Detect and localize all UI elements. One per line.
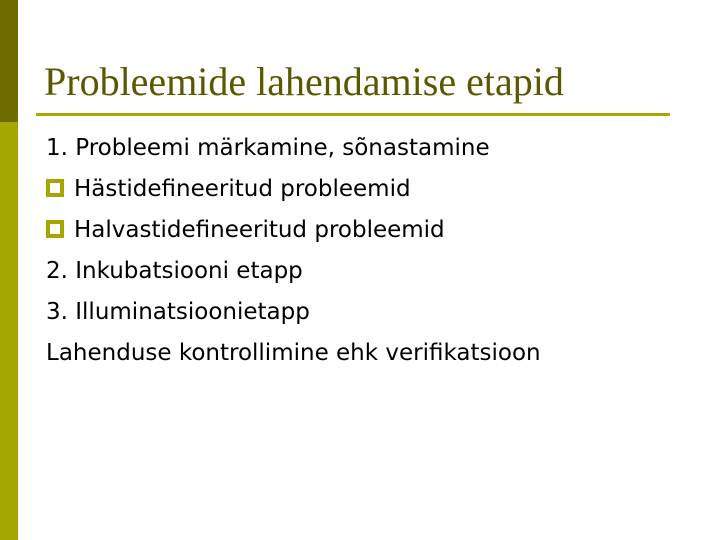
list-item-text: Hästidefineeritud probleemid [74,176,411,202]
sidebar-accent-bottom [0,122,18,540]
list-item-text: 3. Illuminatsioonietapp [46,299,310,325]
list-item-text: Halvastidefineeritud probleemid [74,217,445,243]
square-bullet-icon [46,179,64,197]
square-bullet-icon [46,220,64,238]
title-underline [36,113,670,116]
list-item-text: Lahenduse kontrollimine ehk verifikatsioon [46,340,541,366]
list-item-text: 1. Probleemi märkamine, sõnastamine [46,135,490,161]
list-item [46,210,541,251]
list-item [46,292,541,333]
slide-title: Probleemide lahendamise etapid [44,59,564,104]
slide-content-list [46,128,541,374]
list-item [46,333,541,374]
list-item-text: 2. Inkubatsiooni etapp [46,258,303,284]
list-item [46,251,541,292]
sidebar-accent-top [0,0,18,122]
list-item [46,169,541,210]
list-item [46,128,541,169]
